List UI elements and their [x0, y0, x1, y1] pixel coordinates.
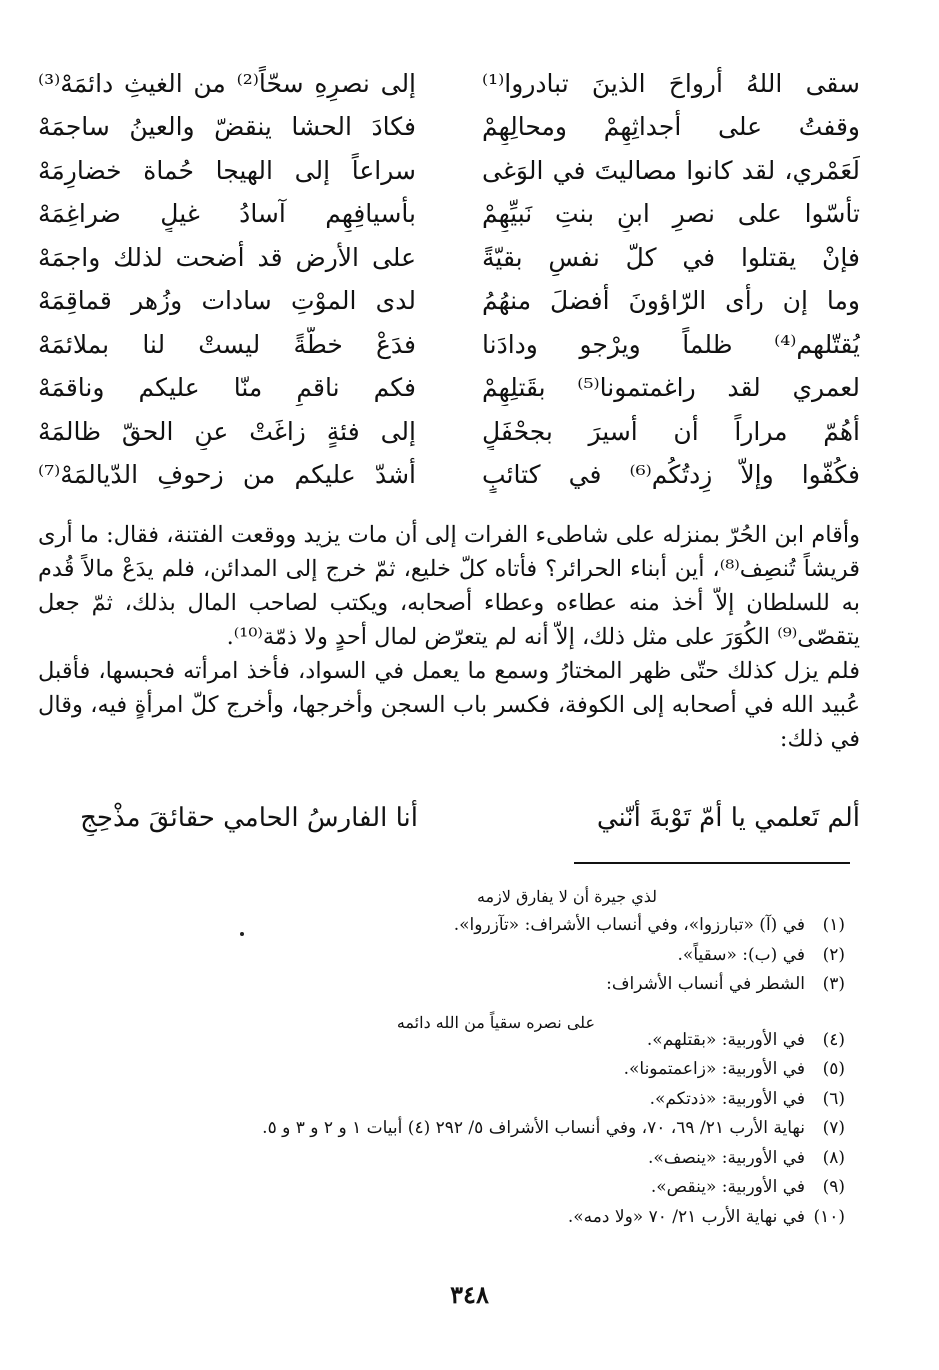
- print-speck: [240, 932, 244, 936]
- poem-verse: [38, 236, 860, 280]
- poem-verse: [38, 410, 860, 454]
- verse-first-hemistich: يُقتّلهم⁽⁴⁾ ظلماً ويرْجو ودادَنا: [482, 329, 860, 359]
- footnote-text: نهاية الأرب ٢١/ ٦٩، ٧٠، وفي أنساب الأشراف ٥/ ٢٩٢ (٤) أبيات ١ و ٢ و ٣ و ٥.: [262, 1118, 805, 1138]
- footnote-text: في الأوربية: «ذدتكم».: [649, 1088, 805, 1109]
- prose-paragraph: وأقام ابن الحُرّ بمنزله على شاطىء الفرات إلى أن مات يزيد ووقعت الفتنة، فقال: ما أرى قريشاً تُنصِف⁽⁸⁾، أين أبناء الحرائر؟ فأتاه كلّ خليع، ثمّ خرج إلى المدائن، فلم يدَعْ مالاً قُدم به للسلطان إلاّ أخذ منه عطاءه وعطاء أصحابه، ويكتب لصاحب المال بذلك، ثمّ جعل يتقصّى⁽⁹⁾ الكُوَرَ على مثل ذلك، إلاّ أنه لم يتعرّض لمال أحدٍ ولا ذمّة⁽¹⁰⁾.: [38, 522, 860, 650]
- footnote-text: في الأوربية: «ينقص».: [650, 1177, 805, 1197]
- verse-first-hemistich: وقفتُ على أجداثِهِمْ ومحالِهِمْ: [482, 112, 860, 142]
- poem-verse: [38, 323, 860, 367]
- verse-second-hemistich: سراعاً إلى الهيجا حُماة خضارِمَهْ: [38, 155, 416, 185]
- verse-second-hemistich: فكم ناقمٍ منّا عليكم وناقمَهْ: [38, 373, 416, 403]
- poem: [38, 62, 860, 502]
- verse-first-hemistich: تأسّوا على نصرِ ابنِ بنتِ نَبيِّهِمْ: [482, 199, 860, 229]
- verse-second-hemistich: بأسيافِهِم آسادُ غيلٍ ضراغِمَهْ: [38, 199, 416, 229]
- verse-second-hemistich: على الأرض قد أضحت لذلك واجمَهْ: [38, 242, 416, 272]
- footnote-item: [165, 971, 845, 1001]
- verse-first-hemistich: لَعَمْري، لقد كانوا مصاليتَ في الوَغى: [482, 155, 860, 185]
- poem-verse: [38, 280, 860, 324]
- footnotes: [165, 912, 845, 1233]
- footnote-number: (٦): [822, 1088, 845, 1109]
- footnote-item: [165, 1115, 845, 1145]
- footnote-item: [165, 1174, 845, 1204]
- footnote-number: (٤): [822, 1029, 845, 1050]
- footnote-divider: [574, 862, 850, 864]
- verse-first-hemistich: وما إن رأى الرّاؤونَ أفضلَ منهُمُ: [482, 286, 860, 316]
- footnote-item: [165, 1204, 845, 1234]
- verse-second-hemistich: أنا الفارسُ الحامي حقائقَ مذْحِجِ: [80, 803, 418, 833]
- footnote-text: في (ب): «سقياً».: [677, 944, 805, 965]
- verse-second-hemistich: إلى فئةٍ زاغَتْ عنِ الحقّ ظالمَهْ: [38, 416, 416, 446]
- footnote-item: [165, 942, 845, 972]
- verse-second-hemistich: إلى نصرِهِ سحّاً⁽²⁾ من الغيثِ دائمَهْ⁽³⁾: [38, 68, 416, 98]
- verse-first-hemistich: ألم تَعلمي يا أُمّ تَوْبةَ أنّني: [596, 803, 860, 833]
- closing-verse: [38, 795, 860, 841]
- footnote-item: [165, 1056, 845, 1086]
- footnote-text: الشطر في أنساب الأشراف:: [606, 974, 805, 994]
- footnote-quoted-verse: على نصره سقياً من الله دائمه: [396, 1013, 595, 1032]
- verse-second-hemistich: فدَعْ خطّةً ليستْ لنا بملائمَهْ: [38, 329, 416, 359]
- footnote-text: في الأوربية: «ينصف».: [647, 1147, 805, 1168]
- footnote-number: (١٠): [813, 1206, 845, 1227]
- footnote-number: (٥): [822, 1059, 845, 1079]
- footnote-text: في نهاية الأرب ٢١/ ٧٠ «ولا دمه».: [567, 1206, 805, 1227]
- poem-verse: [38, 454, 860, 498]
- footnote-text: في الأوربية: «زاعمتمونا».: [623, 1059, 805, 1079]
- footnote-item: [165, 1145, 845, 1175]
- verse-first-hemistich: فكُفّوا وإلاّ زِدتُكُم⁽⁶⁾ في كتائبٍ: [482, 460, 860, 490]
- verse-first-hemistich: سقى اللهُ أرواحَ الذينَ تبادروا⁽¹⁾: [482, 68, 860, 98]
- poem-verse: [38, 367, 860, 411]
- footnote-text: في (آ) «تبارزوا»، وفي أنساب الأشراف: «تآزروا».: [453, 915, 805, 935]
- poem-verse: [38, 149, 860, 193]
- footnote-number: (٣): [822, 974, 845, 994]
- footnote-number: (٢): [822, 944, 845, 965]
- prose-body: [38, 518, 860, 756]
- footnote-text: في الأوربية: «بقتلهم».: [646, 1029, 805, 1050]
- verse-first-hemistich: فإنْ يقتلوا في كلّ نفسٍ بقيّةً: [482, 242, 860, 272]
- footnote-item: [165, 912, 845, 942]
- verse-first-hemistich: لعمري لقد راغمتمونا⁽⁵⁾ بقَتلِهِمْ: [482, 373, 860, 403]
- poem-verse: [38, 62, 860, 106]
- footnote-number: (١): [822, 915, 845, 935]
- verse-second-hemistich: لدى الموْتِ سادات وزُهر قماقِمَهْ: [38, 286, 416, 316]
- poem-verse: [38, 106, 860, 150]
- verse-second-hemistich: فكادَ الحشا ينقضّ والعينُ ساجمَهْ: [38, 112, 416, 142]
- footnote-carryover-verse: لذي جيرة أن لا يفارق لازمه: [476, 887, 657, 906]
- footnote-number: (٩): [822, 1177, 845, 1197]
- poem-verse: [38, 193, 860, 237]
- verse-second-hemistich: أشدّ عليكم من زحوفِ الدّيالمَهْ⁽⁷⁾: [38, 460, 416, 490]
- page-number: ٣٤٨: [450, 1280, 489, 1309]
- verse-first-hemistich: أهُمّ مراراً أن أسيرَ بجحْفَلٍ: [482, 416, 860, 446]
- footnote-number: (٧): [822, 1118, 845, 1138]
- footnote-item: [165, 1086, 845, 1116]
- prose-paragraph: فلم يزل كذلك حتّى ظهر المختارُ وسمع ما يعمل في السواد، فأخذ امرأته فحبسها، فأقبل عُبيد الله في أصحابه إلى الكوفة، فكسر باب السجن وأخرجها، وأخرج كلّ امرأةٍ فيه، وقال في ذلك:: [38, 658, 860, 752]
- footnote-number: (٨): [822, 1147, 845, 1168]
